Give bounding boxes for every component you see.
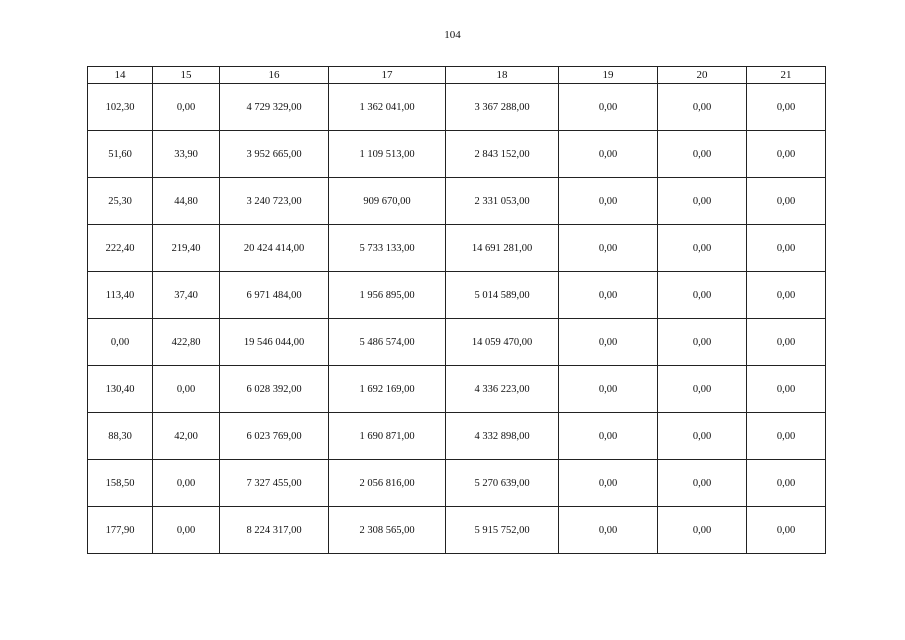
table-cell: 0,00 <box>559 84 658 131</box>
table-row <box>88 507 826 554</box>
table-cell: 0,00 <box>559 413 658 460</box>
table-cell: 0,00 <box>658 131 747 178</box>
column-header: 14 <box>88 67 153 84</box>
table-cell: 0,00 <box>559 507 658 554</box>
table-cell: 113,40 <box>88 272 153 319</box>
table-cell: 0,00 <box>658 319 747 366</box>
table-cell: 7 327 455,00 <box>220 460 329 507</box>
table-cell: 2 843 152,00 <box>446 131 559 178</box>
table-cell: 3 367 288,00 <box>446 84 559 131</box>
table-cell: 4 336 223,00 <box>446 366 559 413</box>
table-row <box>88 84 826 131</box>
table-cell: 0,00 <box>658 460 747 507</box>
table-cell: 0,00 <box>747 84 826 131</box>
table-cell: 1 362 041,00 <box>329 84 446 131</box>
table-row <box>88 272 826 319</box>
table-cell: 909 670,00 <box>329 178 446 225</box>
table-cell: 422,80 <box>153 319 220 366</box>
table-cell: 6 028 392,00 <box>220 366 329 413</box>
table-cell: 0,00 <box>658 272 747 319</box>
table-cell: 25,30 <box>88 178 153 225</box>
table-row <box>88 131 826 178</box>
table-cell: 0,00 <box>658 225 747 272</box>
column-header: 21 <box>747 67 826 84</box>
table-cell: 0,00 <box>153 507 220 554</box>
header-row <box>88 67 826 84</box>
table-cell: 0,00 <box>559 319 658 366</box>
table-cell: 0,00 <box>658 507 747 554</box>
table-cell: 44,80 <box>153 178 220 225</box>
table-header <box>88 67 826 84</box>
table-cell: 2 056 816,00 <box>329 460 446 507</box>
column-header: 19 <box>559 67 658 84</box>
table-cell: 3 952 665,00 <box>220 131 329 178</box>
table-cell: 5 014 589,00 <box>446 272 559 319</box>
table-cell: 1 692 169,00 <box>329 366 446 413</box>
table-cell: 2 331 053,00 <box>446 178 559 225</box>
table-cell: 0,00 <box>559 131 658 178</box>
table-cell: 20 424 414,00 <box>220 225 329 272</box>
table-cell: 19 546 044,00 <box>220 319 329 366</box>
table-cell: 3 240 723,00 <box>220 178 329 225</box>
table-cell: 1 109 513,00 <box>329 131 446 178</box>
table-cell: 158,50 <box>88 460 153 507</box>
table-row <box>88 319 826 366</box>
table-cell: 0,00 <box>747 413 826 460</box>
column-header: 18 <box>446 67 559 84</box>
table-cell: 0,00 <box>559 225 658 272</box>
table-cell: 5 915 752,00 <box>446 507 559 554</box>
table-cell: 0,00 <box>559 272 658 319</box>
column-header: 16 <box>220 67 329 84</box>
table-cell: 4 332 898,00 <box>446 413 559 460</box>
table-row <box>88 460 826 507</box>
table-cell: 0,00 <box>747 225 826 272</box>
data-table <box>87 66 826 554</box>
table-cell: 6 971 484,00 <box>220 272 329 319</box>
table-cell: 0,00 <box>747 319 826 366</box>
table-cell: 37,40 <box>153 272 220 319</box>
column-header: 17 <box>329 67 446 84</box>
table-cell: 0,00 <box>559 178 658 225</box>
table-cell: 88,30 <box>88 413 153 460</box>
table-cell: 1 956 895,00 <box>329 272 446 319</box>
table-cell: 6 023 769,00 <box>220 413 329 460</box>
table-cell: 33,90 <box>153 131 220 178</box>
table-cell: 4 729 329,00 <box>220 84 329 131</box>
table-cell: 14 059 470,00 <box>446 319 559 366</box>
table-cell: 42,00 <box>153 413 220 460</box>
table-cell: 177,90 <box>88 507 153 554</box>
table-cell: 222,40 <box>88 225 153 272</box>
table-row <box>88 366 826 413</box>
table-row <box>88 413 826 460</box>
table-cell: 1 690 871,00 <box>329 413 446 460</box>
table-cell: 5 486 574,00 <box>329 319 446 366</box>
table-cell: 0,00 <box>658 413 747 460</box>
table-cell: 5 733 133,00 <box>329 225 446 272</box>
table-cell: 0,00 <box>658 178 747 225</box>
table-cell: 0,00 <box>747 272 826 319</box>
table-cell: 5 270 639,00 <box>446 460 559 507</box>
table-cell: 8 224 317,00 <box>220 507 329 554</box>
table-cell: 14 691 281,00 <box>446 225 559 272</box>
column-header: 15 <box>153 67 220 84</box>
table-cell: 0,00 <box>747 460 826 507</box>
table-cell: 0,00 <box>153 84 220 131</box>
page-number: 104 <box>444 29 461 41</box>
table-cell: 219,40 <box>153 225 220 272</box>
table-cell: 0,00 <box>747 178 826 225</box>
table-cell: 0,00 <box>747 507 826 554</box>
table-row <box>88 225 826 272</box>
table-cell: 0,00 <box>88 319 153 366</box>
table-cell: 0,00 <box>153 366 220 413</box>
table-cell: 0,00 <box>747 131 826 178</box>
table-cell: 0,00 <box>559 460 658 507</box>
table-cell: 0,00 <box>559 366 658 413</box>
table-body <box>88 84 826 554</box>
table-cell: 0,00 <box>153 460 220 507</box>
table-cell: 51,60 <box>88 131 153 178</box>
table-cell: 0,00 <box>747 366 826 413</box>
table-cell: 130,40 <box>88 366 153 413</box>
table-row <box>88 178 826 225</box>
column-header: 20 <box>658 67 747 84</box>
table-cell: 0,00 <box>658 366 747 413</box>
table-cell: 2 308 565,00 <box>329 507 446 554</box>
table-cell: 102,30 <box>88 84 153 131</box>
table-cell: 0,00 <box>658 84 747 131</box>
